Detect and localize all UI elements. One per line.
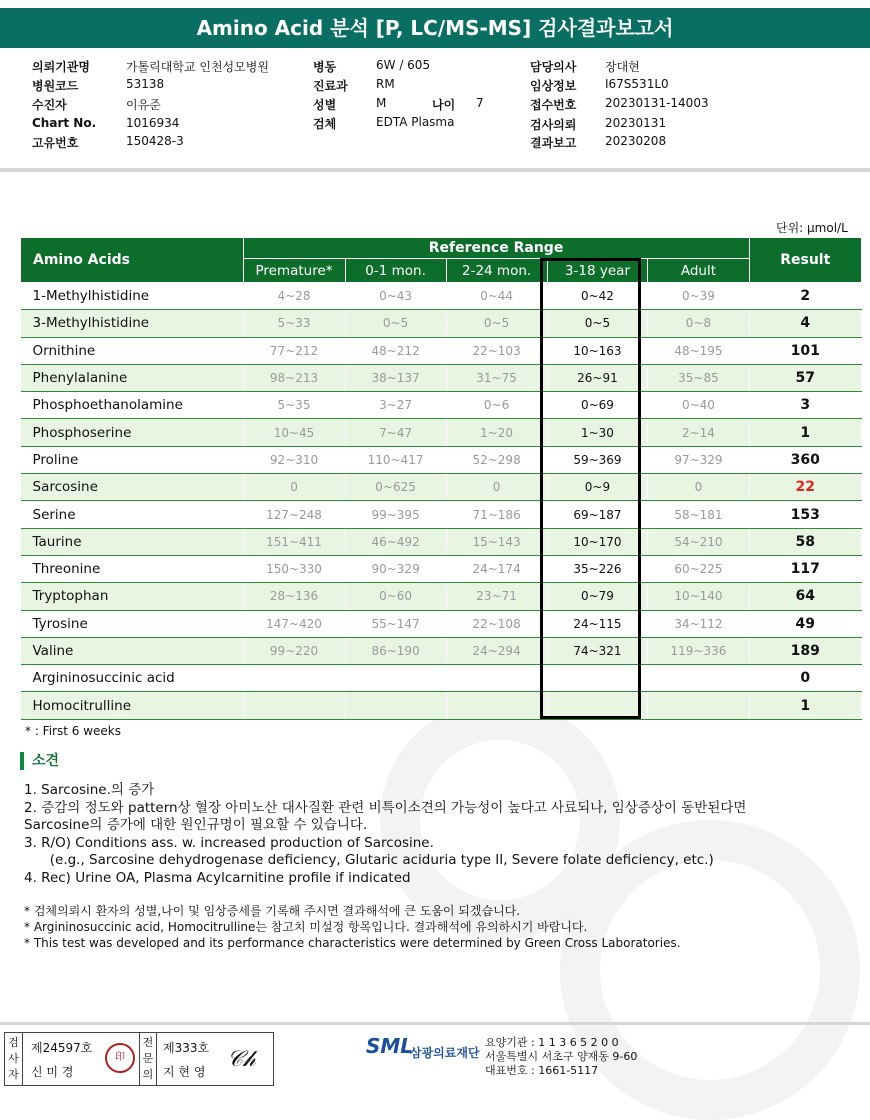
info-label: 결과보고 bbox=[530, 136, 577, 150]
result-value: 22 bbox=[749, 474, 861, 501]
reference-range-cell: 60~225 bbox=[648, 555, 749, 582]
reference-range-cell: 0~8 bbox=[648, 310, 749, 337]
info-label: 병동 bbox=[313, 60, 337, 74]
table-row bbox=[21, 364, 862, 391]
reference-range-cell: 59~369 bbox=[547, 446, 648, 473]
result-value: 58 bbox=[749, 528, 861, 555]
signature-box bbox=[4, 1032, 274, 1086]
reference-range-cell bbox=[345, 665, 446, 692]
info-label: 진료과 bbox=[313, 79, 348, 93]
reference-range-cell: 0 bbox=[446, 474, 547, 501]
amino-acid-name: Threonine bbox=[21, 555, 244, 582]
result-value: 2 bbox=[749, 283, 861, 310]
handwritten-signature: 𝒞𝒽 bbox=[227, 1047, 256, 1072]
reference-range-cell: 10~45 bbox=[243, 419, 345, 446]
info-value: 20230131-14003 bbox=[605, 96, 709, 110]
reference-range-cell: 24~294 bbox=[446, 637, 547, 664]
reference-range-cell: 1~20 bbox=[446, 419, 547, 446]
info-label: 의뢰기관명 bbox=[32, 60, 90, 74]
org-info-line: 요양기관 : 1 1 3 6 5 2 0 0 bbox=[485, 1036, 619, 1049]
amino-acid-name: Serine bbox=[21, 501, 244, 528]
info-value: M bbox=[376, 96, 387, 110]
reference-range-cell: 0~9 bbox=[547, 474, 648, 501]
signer-name: 신 미 경 bbox=[31, 1065, 74, 1079]
info-label: 고유번호 bbox=[32, 136, 79, 150]
reference-range-cell: 15~143 bbox=[446, 528, 547, 555]
reference-range-cell: 4~28 bbox=[243, 283, 345, 310]
result-value: 3 bbox=[749, 392, 861, 419]
comment-line: Sarcosine의 증가에 대한 원인규명이 필요할 수 있습니다. bbox=[24, 817, 368, 833]
comments bbox=[24, 782, 746, 887]
reference-range-cell: 22~108 bbox=[446, 610, 547, 637]
result-value: 101 bbox=[749, 337, 861, 364]
table-row bbox=[21, 692, 862, 719]
info-label: 검사의뢰 bbox=[530, 118, 577, 132]
reference-range-cell: 24~115 bbox=[547, 610, 648, 637]
org-info-line: 대표번호 : 1661-5117 bbox=[485, 1064, 599, 1077]
reference-range-cell: 69~187 bbox=[547, 501, 648, 528]
info-label: 나이 bbox=[432, 98, 456, 112]
reference-range-cell bbox=[547, 665, 648, 692]
note-line: * 검체의뢰시 환자의 성별,나이 및 임상증세를 기록해 주시면 결과해석에 큰 도움이 되겠습니다. bbox=[24, 904, 521, 918]
reference-range-cell: 0~5 bbox=[345, 310, 446, 337]
reference-range-cell: 46~492 bbox=[345, 528, 446, 555]
info-value: 150428-3 bbox=[126, 134, 184, 148]
result-value: 153 bbox=[749, 501, 861, 528]
reference-range-cell: 127~248 bbox=[243, 501, 345, 528]
table-row bbox=[21, 419, 862, 446]
amino-acid-name: Ornithine bbox=[21, 337, 244, 364]
table-row bbox=[21, 474, 862, 501]
info-label: Chart No. bbox=[32, 116, 97, 130]
amino-acid-table bbox=[20, 237, 862, 720]
result-value: 360 bbox=[749, 446, 861, 473]
org-name: 삼광의료재단 bbox=[410, 1046, 480, 1060]
reference-range-cell: 0~44 bbox=[446, 283, 547, 310]
reference-range-cell: 10~170 bbox=[547, 528, 648, 555]
reference-range-cell: 147~420 bbox=[243, 610, 345, 637]
table-row bbox=[21, 665, 862, 692]
result-value: 1 bbox=[749, 692, 861, 719]
reference-range-cell: 90~329 bbox=[345, 555, 446, 582]
reference-range-cell bbox=[243, 692, 345, 719]
reference-range-cell: 10~140 bbox=[648, 583, 749, 610]
result-value: 4 bbox=[749, 310, 861, 337]
comment-line: 1. Sarcosine.의 증가 bbox=[24, 782, 155, 798]
reference-range-cell: 26~91 bbox=[547, 364, 648, 391]
info-value: EDTA Plasma bbox=[376, 115, 455, 129]
amino-acid-name: Homocitrulline bbox=[21, 692, 244, 719]
reference-range-cell: 35~85 bbox=[648, 364, 749, 391]
table-row bbox=[21, 501, 862, 528]
table-body bbox=[21, 283, 862, 720]
license-number: 제333호 bbox=[163, 1041, 210, 1055]
reference-range-cell: 0~40 bbox=[648, 392, 749, 419]
reference-range-cell: 0~43 bbox=[345, 283, 446, 310]
unit-label: 단위: μmol/L bbox=[776, 221, 848, 235]
sml-logo bbox=[366, 1034, 480, 1060]
info-value: 가톨릭대학교 인천성모병원 bbox=[126, 60, 269, 74]
result-value: 64 bbox=[749, 583, 861, 610]
table-row bbox=[21, 446, 862, 473]
seal-stamp-icon: 印 bbox=[105, 1043, 135, 1073]
reference-range-cell bbox=[547, 692, 648, 719]
reference-range-cell: 86~190 bbox=[345, 637, 446, 664]
reference-range-cell: 71~186 bbox=[446, 501, 547, 528]
table-row bbox=[21, 610, 862, 637]
col-header-0-1-mon: 0-1 mon. bbox=[345, 259, 446, 283]
notes bbox=[24, 903, 681, 951]
info-label: 성별 bbox=[313, 98, 337, 112]
table-row bbox=[21, 283, 862, 310]
col-header-amino-acids: Amino Acids bbox=[21, 238, 244, 283]
result-value: 0 bbox=[749, 665, 861, 692]
col-header-reference-range: Reference Range bbox=[243, 238, 749, 259]
table-footnote: * : First 6 weeks bbox=[25, 724, 121, 738]
license-number: 제24597호 bbox=[31, 1041, 93, 1055]
reference-range-cell bbox=[648, 665, 749, 692]
reference-range-cell: 0~39 bbox=[648, 283, 749, 310]
reference-range-cell bbox=[345, 692, 446, 719]
reference-range-cell: 0~79 bbox=[547, 583, 648, 610]
reference-range-cell: 58~181 bbox=[648, 501, 749, 528]
table-row bbox=[21, 583, 862, 610]
reference-range-cell: 54~210 bbox=[648, 528, 749, 555]
table-row bbox=[21, 528, 862, 555]
reference-range-cell: 0 bbox=[648, 474, 749, 501]
reference-range-cell: 55~147 bbox=[345, 610, 446, 637]
reference-range-cell: 0~625 bbox=[345, 474, 446, 501]
signer-name: 지 현 영 bbox=[163, 1065, 206, 1079]
amino-acid-name: Phosphoserine bbox=[21, 419, 244, 446]
col-header-2-24-mon: 2-24 mon. bbox=[446, 259, 547, 283]
info-value: 장대현 bbox=[605, 60, 640, 74]
reference-range-cell: 1~30 bbox=[547, 419, 648, 446]
amino-acid-name: Tyrosine bbox=[21, 610, 244, 637]
amino-acid-name: Taurine bbox=[21, 528, 244, 555]
reference-range-cell: 77~212 bbox=[243, 337, 345, 364]
reference-range-cell bbox=[446, 692, 547, 719]
note-line: * Argininosuccinic acid, Homocitrulline는 참고치 미설정 항목입니다. 결과해석에 유의하시기 바랍니다. bbox=[24, 920, 588, 934]
amino-acid-name: Phenylalanine bbox=[21, 364, 244, 391]
reference-range-cell: 10~163 bbox=[547, 337, 648, 364]
info-label: 임상정보 bbox=[530, 79, 577, 93]
reference-range-cell: 99~220 bbox=[243, 637, 345, 664]
info-value: 53138 bbox=[126, 77, 165, 91]
reference-range-cell: 5~35 bbox=[243, 392, 345, 419]
patient-info bbox=[0, 0, 870, 160]
amino-acid-name: Phosphoethanolamine bbox=[21, 392, 244, 419]
amino-acid-name: 3-Methylhistidine bbox=[21, 310, 244, 337]
result-value: 57 bbox=[749, 364, 861, 391]
reference-range-cell: 99~395 bbox=[345, 501, 446, 528]
reference-range-cell: 0~5 bbox=[446, 310, 547, 337]
reference-range-cell: 0~6 bbox=[446, 392, 547, 419]
reference-range-cell: 38~137 bbox=[345, 364, 446, 391]
info-label: 병원코드 bbox=[32, 79, 79, 93]
reference-range-cell: 110~417 bbox=[345, 446, 446, 473]
reference-range-cell: 97~329 bbox=[648, 446, 749, 473]
reference-range-cell: 34~112 bbox=[648, 610, 749, 637]
logo-mark: SML bbox=[366, 1034, 414, 1058]
reference-range-cell: 2~14 bbox=[648, 419, 749, 446]
info-value: 20230131 bbox=[605, 116, 667, 130]
reference-range-cell bbox=[648, 692, 749, 719]
reference-range-cell: 119~336 bbox=[648, 637, 749, 664]
table-row bbox=[21, 637, 862, 664]
comment-line: 3. R/O) Conditions ass. w. increased production of Sarcosine. bbox=[24, 834, 434, 851]
info-value: I67S531L0 bbox=[605, 77, 669, 91]
col-header-adult: Adult bbox=[648, 259, 749, 283]
info-label: 수진자 bbox=[32, 98, 67, 112]
info-value: 1016934 bbox=[126, 116, 180, 130]
info-label: 검체 bbox=[313, 117, 337, 131]
reference-range-cell: 98~213 bbox=[243, 364, 345, 391]
col-header-premature: Premature* bbox=[243, 259, 345, 283]
reference-range-cell: 150~330 bbox=[243, 555, 345, 582]
reference-range-cell: 7~47 bbox=[345, 419, 446, 446]
amino-acid-name: Proline bbox=[21, 446, 244, 473]
reference-range-cell: 151~411 bbox=[243, 528, 345, 555]
reference-range-cell: 28~136 bbox=[243, 583, 345, 610]
reference-range-cell: 74~321 bbox=[547, 637, 648, 664]
divider bbox=[0, 1022, 870, 1025]
col-header-result: Result bbox=[749, 238, 861, 283]
reference-range-cell: 0~5 bbox=[547, 310, 648, 337]
reference-range-cell: 92~310 bbox=[243, 446, 345, 473]
reference-range-cell: 0~60 bbox=[345, 583, 446, 610]
reference-range-cell: 3~27 bbox=[345, 392, 446, 419]
reference-range-cell: 0~42 bbox=[547, 283, 648, 310]
result-value: 1 bbox=[749, 419, 861, 446]
result-value: 189 bbox=[749, 637, 861, 664]
reference-range-cell: 24~174 bbox=[446, 555, 547, 582]
amino-acid-name: 1-Methylhistidine bbox=[21, 283, 244, 310]
reference-range-cell: 48~212 bbox=[345, 337, 446, 364]
reference-range-cell: 5~33 bbox=[243, 310, 345, 337]
info-label: 접수번호 bbox=[530, 98, 577, 112]
info-label: 담당의사 bbox=[530, 60, 577, 74]
table-row bbox=[21, 310, 862, 337]
table-row bbox=[21, 392, 862, 419]
reference-range-cell: 31~75 bbox=[446, 364, 547, 391]
comment-line: 4. Rec) Urine OA, Plasma Acylcarnitine profile if indicated bbox=[24, 869, 411, 886]
reference-range-cell: 48~195 bbox=[648, 337, 749, 364]
signer-role-label: 전문의 bbox=[139, 1033, 157, 1085]
reference-range-cell: 35~226 bbox=[547, 555, 648, 582]
note-line: * This test was developed and its performance characteristics were determined by Green Cross Laboratories. bbox=[24, 936, 681, 950]
info-value: 6W / 605 bbox=[376, 58, 431, 72]
reference-range-cell: 22~103 bbox=[446, 337, 547, 364]
info-value: RM bbox=[376, 77, 395, 91]
reference-range-cell: 0~69 bbox=[547, 392, 648, 419]
reference-range-cell bbox=[243, 665, 345, 692]
table-row bbox=[21, 555, 862, 582]
org-info-line: 서울특별시 서초구 양재동 9-60 bbox=[485, 1050, 638, 1063]
divider bbox=[0, 168, 870, 172]
table-row bbox=[21, 337, 862, 364]
amino-acid-name: Argininosuccinic acid bbox=[21, 665, 244, 692]
amino-acid-name: Sarcosine bbox=[21, 474, 244, 501]
amino-acid-name: Valine bbox=[21, 637, 244, 664]
comment-line: 2. 증감의 정도와 pattern상 혈장 아미노산 대사질환 관련 비특이소견의 가능성이 높다고 사료되나, 임상증상이 동반된다면 bbox=[24, 799, 747, 816]
amino-acid-name: Tryptophan bbox=[21, 583, 244, 610]
org-info bbox=[485, 1036, 637, 1078]
reference-range-cell: 23~71 bbox=[446, 583, 547, 610]
result-value: 117 bbox=[749, 555, 861, 582]
col-header-3-18-year: 3-18 year bbox=[547, 259, 648, 283]
reference-range-cell: 0 bbox=[243, 474, 345, 501]
section-title: 소견 bbox=[20, 752, 59, 770]
info-value: 20230208 bbox=[605, 134, 667, 148]
comment-line: (e.g., Sarcosine dehydrogenase deficiency, Glutaric aciduria type II, Severe folate deficiency, etc.) bbox=[24, 852, 714, 868]
reference-range-cell: 52~298 bbox=[446, 446, 547, 473]
info-value: 이유준 bbox=[126, 98, 161, 112]
info-value: 7 bbox=[476, 96, 484, 110]
signer-role-label: 검사자 bbox=[5, 1033, 23, 1085]
reference-range-cell bbox=[446, 665, 547, 692]
report-title: Amino Acid 분석 [P, LC/MS-MS] 검사결과보고서 bbox=[0, 8, 870, 48]
result-value: 49 bbox=[749, 610, 861, 637]
